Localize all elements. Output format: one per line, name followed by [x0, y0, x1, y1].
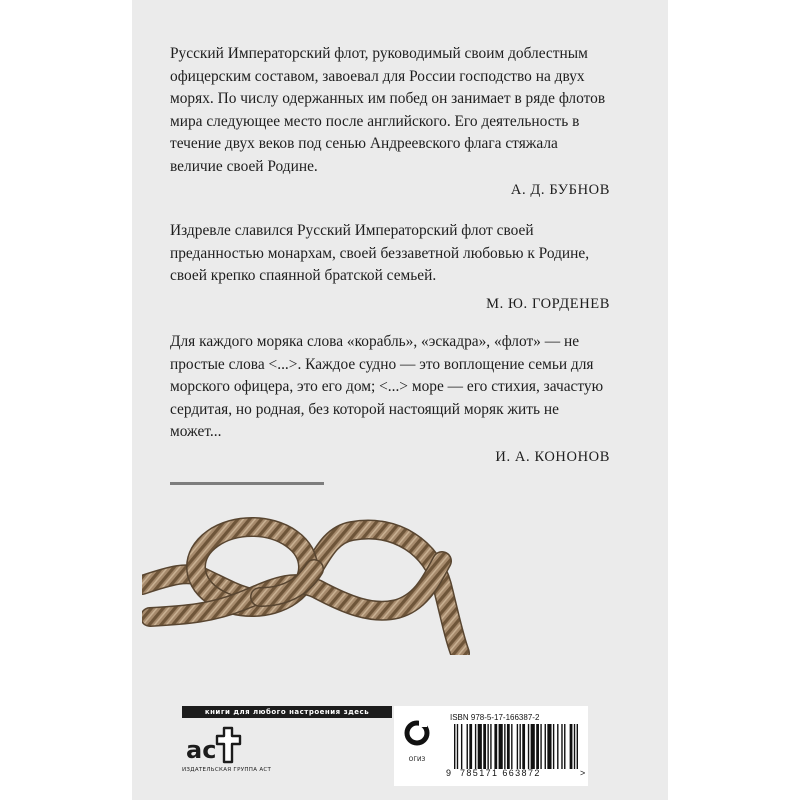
quote-gordenev	[170, 220, 610, 312]
quote-text: Издревле славился Русский Императорский флот своей преданностью монархам, своей беззаветной любовью к Родине, своей крепко спаянной братской семьей.	[170, 222, 590, 285]
quote-author: А. Д. БУБНОВ	[510, 182, 610, 198]
quote-text: Для каждого моряка слова «корабль», «эскадра», «флот» — не простые слова <...>. Каждое судно — это воплощение семьи для морского офицера, это его дом; <...> море — его стихия, зачастую сердитая, но родная, без которой настоящий моряк жить не может...	[170, 333, 604, 441]
rope-knot-image	[142, 505, 472, 655]
quote-bubnov	[170, 43, 610, 198]
barcode-bars	[454, 724, 578, 769]
quote-kononov	[170, 331, 610, 465]
quote-author: М. Ю. ГОРДЕНЕВ	[486, 296, 610, 312]
publisher-name: ИЗДАТЕЛЬСКАЯ ГРУППА АСТ	[182, 767, 272, 773]
quote-author: И. А. КОНОНОВ	[495, 449, 610, 465]
slogan-banner: книги для любого настроения здесь	[182, 706, 392, 718]
imprint-label: ОГИЗ	[408, 756, 426, 763]
ogiz-logo-icon	[404, 718, 430, 752]
barcode-arrow: >	[580, 768, 586, 778]
barcode-panel	[394, 706, 588, 786]
quote-text: Русский Императорский флот, руководимый своим доблестным офицерским составом, завоевал для России господство на двух морях. По числу одержанных им побед он занимает в ряде флотов мира следующее место после английского. Его деятельность в течение двух веков под сенью Андреевского флага стяжала величие своей Родине.	[170, 45, 606, 175]
isbn-number: ISBN 978-5-17-166387-2	[450, 713, 540, 722]
divider-line	[170, 482, 324, 485]
ast-logo-icon	[184, 722, 244, 766]
barcode-digits: 785171 663872	[460, 768, 541, 778]
back-cover	[132, 0, 668, 800]
svg-text:ас: ас	[186, 736, 217, 764]
barcode-first-digit: 9	[446, 768, 452, 778]
